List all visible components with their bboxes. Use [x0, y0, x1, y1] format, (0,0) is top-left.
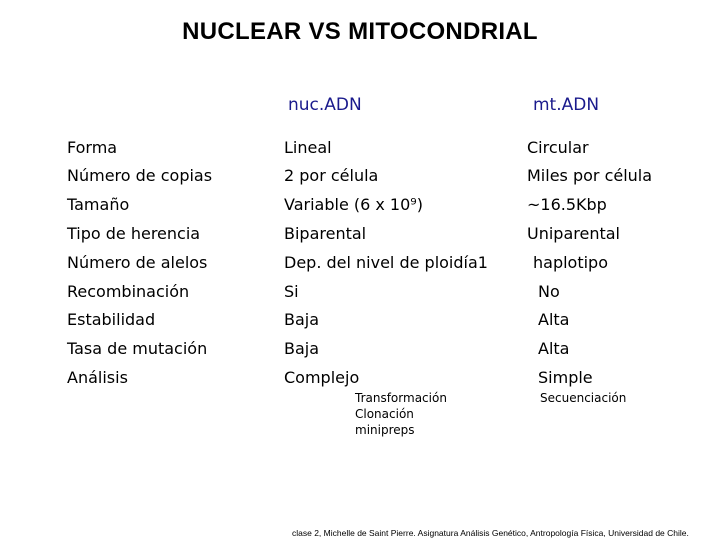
mitochondrial-value: No: [538, 282, 560, 301]
nuclear-analysis-details: [355, 390, 447, 438]
nuclear-value: Complejo: [284, 368, 360, 387]
row-label: Número de alelos: [67, 253, 208, 272]
table-row: [0, 138, 720, 166]
row-label: Tasa de mutación: [67, 339, 208, 358]
mitochondrial-value: haplotipo: [533, 253, 608, 272]
nuclear-value: Biparental: [284, 224, 367, 243]
mitochondrial-value: Alta: [538, 310, 570, 329]
nuclear-value: Lineal: [284, 138, 332, 157]
row-label: Análisis: [67, 368, 128, 387]
row-label: Número de copias: [67, 166, 213, 185]
table-row: [0, 166, 720, 194]
row-label: Tipo de herencia: [67, 224, 201, 243]
row-label: Estabilidad: [67, 310, 156, 329]
analysis-item: minipreps: [355, 423, 415, 437]
mitochondrial-analysis-details: [540, 390, 626, 406]
mitochondrial-value: ~16.5Kbp: [527, 195, 607, 214]
mitochondrial-value: Uniparental: [527, 224, 620, 243]
column-header-nuclear: nuc.ADN: [288, 95, 362, 115]
analysis-item: Transformación: [355, 391, 447, 405]
mitochondrial-value: Circular: [527, 138, 589, 157]
table-row: [0, 310, 720, 338]
table-row: [0, 282, 720, 310]
nuclear-value: Dep. del nivel de ploidía1: [284, 253, 488, 272]
nuclear-value: 2 por célula: [284, 166, 379, 185]
row-label: Recombinación: [67, 282, 190, 301]
table-row: [0, 195, 720, 223]
mitochondrial-value: Miles por célula: [527, 166, 653, 185]
nuclear-value: Variable (6 x 10⁹): [284, 195, 423, 214]
mitochondrial-value: Simple: [538, 368, 593, 387]
nuclear-value: Baja: [284, 310, 320, 329]
analysis-item: Secuenciación: [540, 391, 627, 405]
footer-credit: clase 2, Michelle de Saint Pierre. Asignatura Análisis Genético, Antropología Física, Universidad de Chile.: [292, 528, 689, 538]
slide-title: NUCLEAR VS MITOCONDRIAL: [182, 18, 538, 45]
nuclear-value: Si: [284, 282, 299, 301]
table-row: [0, 339, 720, 367]
table-row: [0, 224, 720, 252]
nuclear-value: Baja: [284, 339, 320, 358]
analysis-item: Clonación: [355, 407, 414, 421]
column-header-mitochondrial: mt.ADN: [533, 95, 600, 115]
mitochondrial-value: Alta: [538, 339, 570, 358]
row-label: Forma: [67, 138, 118, 157]
row-label: Tamaño: [67, 195, 130, 214]
table-row: [0, 253, 720, 281]
